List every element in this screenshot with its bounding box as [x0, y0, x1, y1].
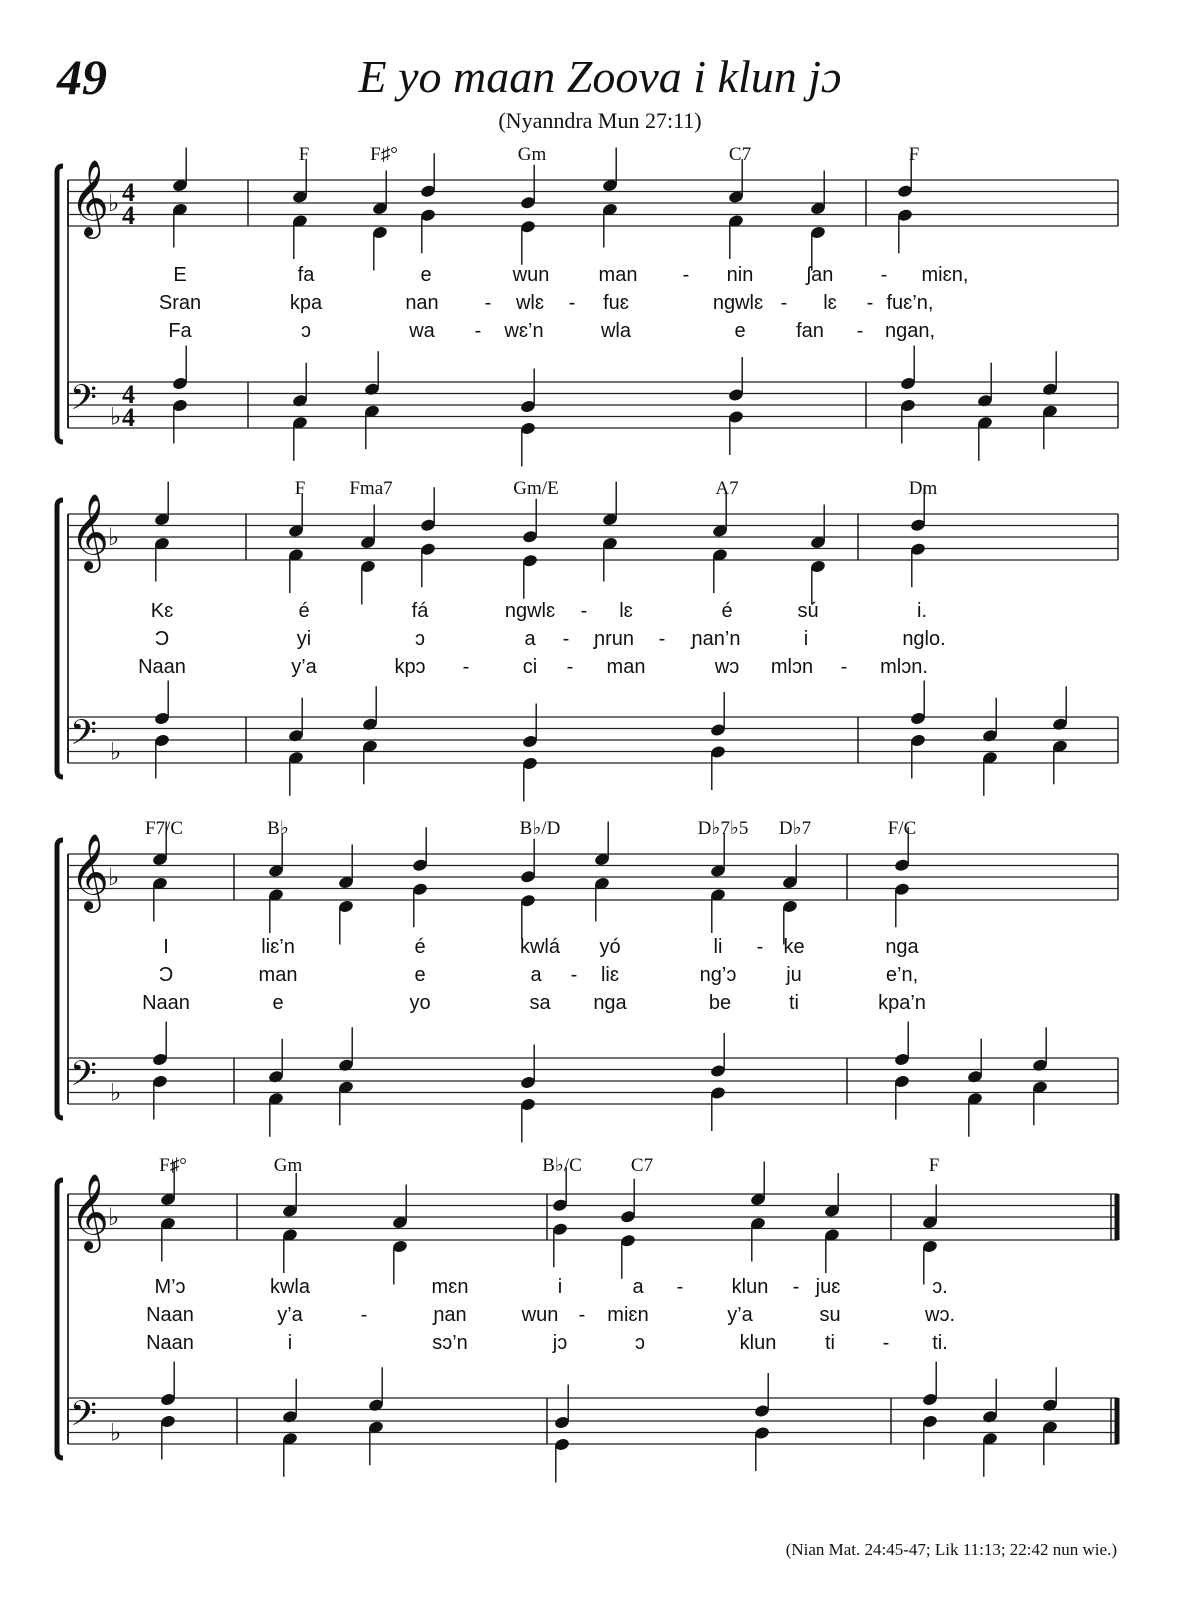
lyric-syllable: fuɛ’n,	[886, 292, 934, 314]
lyric-syllable: fa	[297, 264, 315, 286]
lyric-syllable: I	[163, 936, 169, 958]
bass-clef-icon: 𝄢	[70, 1393, 98, 1442]
chord-symbol: F/C	[887, 818, 917, 839]
lyric-syllable: nga	[593, 992, 627, 1014]
lyric-syllable: ti	[789, 992, 799, 1014]
lyric-syllable: nan	[405, 292, 439, 314]
lyric-syllable: mɛn	[431, 1276, 469, 1298]
lyric-syllable: -	[474, 320, 482, 342]
lyric-syllable: -	[360, 1304, 368, 1326]
lyric-syllable: man	[258, 964, 298, 986]
lyric-syllable: M’ɔ	[154, 1276, 186, 1298]
lyric-syllable: -	[562, 628, 570, 650]
lyric-syllable: miɛn,	[921, 264, 969, 286]
lyric-syllable: man	[606, 656, 646, 678]
lyric-syllable: kwla	[269, 1276, 311, 1298]
lyric-syllable: fan	[796, 320, 824, 342]
chord-symbol: Gm	[273, 1155, 303, 1176]
lyric-syllable: kpa’n	[878, 992, 926, 1014]
bass-clef-icon: 𝄢	[70, 712, 98, 761]
lyric-syllable: ke	[783, 936, 805, 958]
lyric-syllable: -	[856, 320, 864, 342]
chord-symbol: F	[908, 144, 920, 165]
lyric-syllable: miɛn	[607, 1304, 649, 1326]
lyric-syllable: i	[557, 1276, 563, 1298]
lyric-syllable: fá	[411, 600, 429, 622]
bass-clef-icon: 𝄢	[70, 377, 98, 426]
chord-symbol: Gm	[517, 144, 547, 165]
lyric-syllable: yó	[599, 936, 621, 958]
lyric-syllable: y’a	[727, 1304, 753, 1326]
lyric-syllable: ɲan	[433, 1304, 467, 1326]
lyric-syllable: mlɔn	[770, 656, 814, 678]
lyric-syllable: e	[420, 264, 432, 286]
lyric-syllable: e	[272, 992, 284, 1014]
lyric-syllable: wɛ’n	[504, 320, 544, 342]
lyric-syllable: a	[530, 964, 542, 986]
lyric-syllable: -	[578, 1304, 586, 1326]
lyric-syllable: wɔ	[714, 656, 740, 678]
lyric-syllable: liɛ	[600, 964, 620, 986]
lyric-syllable: -	[866, 292, 874, 314]
lyric-syllable: lɛ	[823, 292, 837, 314]
lyric-syllable: lɛ	[619, 600, 633, 622]
lyric-syllable: jɔ	[552, 1332, 568, 1354]
chord-symbol: F	[928, 1155, 940, 1176]
lyric-syllable: wun	[521, 1304, 559, 1326]
chord-symbol: F7/C	[144, 818, 184, 839]
key-signature-flat-icon: ♭	[110, 1418, 122, 1447]
lyric-syllable: sɔ’n	[432, 1332, 468, 1354]
lyric-syllable: Sran	[158, 292, 202, 314]
lyric-syllable: su	[819, 1304, 841, 1326]
lyric-syllable: e	[414, 964, 426, 986]
lyric-syllable: ɲrun	[593, 628, 635, 650]
chord-symbol: F♯°	[370, 144, 398, 165]
chord-symbol: B♭	[267, 818, 289, 839]
chord-symbol: D♭7♭5	[697, 818, 749, 839]
lyric-syllable: e	[734, 320, 746, 342]
lyric-syllable: be	[708, 992, 732, 1014]
system-bracket	[57, 500, 63, 777]
bass-clef-icon: 𝄢	[70, 1053, 98, 1102]
key-signature-flat-icon: ♭	[108, 523, 120, 551]
chord-symbol: B♭/C	[542, 1155, 582, 1176]
lyric-syllable: ngwlɛ	[504, 600, 556, 622]
key-signature-flat-icon: ♭	[110, 1078, 122, 1107]
lyric-syllable: ti	[825, 1332, 835, 1354]
lyric-syllable: wa	[409, 320, 435, 342]
lyric-syllable: é	[721, 600, 733, 622]
lyric-syllable: nga	[885, 936, 919, 958]
chord-symbol: B♭/D	[519, 818, 561, 839]
lyric-syllable: é	[414, 936, 426, 958]
lyric-syllable: -	[882, 1332, 890, 1354]
lyric-syllable: a	[524, 628, 536, 650]
chord-symbol: Dm	[908, 478, 938, 499]
lyric-syllable: i	[803, 628, 809, 650]
key-signature-flat-icon: ♭	[108, 1203, 120, 1231]
lyric-syllable: ti.	[932, 1332, 948, 1354]
treble-clef-icon: 𝄞	[70, 1173, 110, 1250]
chord-symbol: Fma7	[349, 478, 393, 499]
lyric-syllable: -	[658, 628, 666, 650]
lyric-syllable: ngan,	[884, 320, 936, 342]
lyric-syllable: e’n,	[885, 964, 919, 986]
lyric-syllable: fuɛ	[603, 292, 629, 314]
lyric-syllable: yo	[409, 992, 431, 1014]
lyric-syllable: ju	[786, 964, 802, 986]
lyric-syllable: wun	[512, 264, 550, 286]
lyric-syllable: liɛ’n	[261, 936, 295, 958]
time-signature-bottom: 4	[122, 403, 135, 432]
lyric-syllable: Naan	[138, 656, 186, 678]
lyric-syllable: -	[682, 264, 690, 286]
time-signature-bottom: 4	[122, 201, 135, 230]
time-signature-top: 4	[122, 178, 135, 207]
key-signature-flat-icon: ♭	[110, 402, 122, 431]
lyric-syllable: i	[287, 1332, 293, 1354]
time-signature-top: 4	[122, 380, 135, 409]
lyric-syllable: wɔ.	[925, 1304, 955, 1326]
lyric-syllable: sú	[797, 600, 819, 622]
lyric-syllable: y’a	[277, 1304, 303, 1326]
lyric-syllable: -	[580, 600, 588, 622]
lyric-syllable: -	[568, 292, 576, 314]
chord-symbol: D♭7	[778, 818, 812, 839]
lyric-syllable: man	[598, 264, 638, 286]
lyric-syllable: ɲan’n	[691, 628, 741, 650]
lyric-syllable: ɔ	[635, 1332, 645, 1354]
chord-symbol: F	[298, 144, 310, 165]
lyric-syllable: Fa	[168, 320, 192, 342]
lyric-syllable: kpa	[289, 292, 323, 314]
lyric-syllable: Naan	[146, 1332, 194, 1354]
lyric-syllable: ci	[522, 656, 538, 678]
lyric-syllable: Ɔ	[154, 628, 170, 650]
lyric-syllable: sa	[529, 992, 551, 1014]
lyric-syllable: ng’ɔ	[699, 964, 737, 986]
chord-symbol: Gm/E	[513, 478, 559, 499]
system-bracket	[57, 840, 63, 1118]
lyric-syllable: E	[173, 264, 187, 286]
lyric-syllable: i.	[917, 600, 927, 622]
lyric-syllable: mlɔn.	[880, 656, 928, 678]
chord-symbol: C7	[728, 144, 752, 165]
lyric-syllable: ngwlɛ	[712, 292, 764, 314]
lyric-syllable: ɔ	[301, 320, 311, 342]
hymn-number: 49	[57, 49, 107, 105]
lyric-syllable: -	[840, 656, 848, 678]
chord-symbol: F	[294, 478, 306, 499]
system-bracket	[57, 166, 63, 442]
chord-symbol: F♯°	[159, 1155, 187, 1176]
page-title: E yo maan Zoova i klun jɔ	[358, 51, 842, 102]
key-signature-flat-icon: ♭	[108, 863, 120, 891]
lyric-syllable: y’a	[291, 656, 317, 678]
chord-symbol: C7	[630, 1155, 654, 1176]
lyric-syllable: li	[713, 936, 723, 958]
lyric-syllable: -	[880, 264, 888, 286]
treble-clef-icon: 𝄞	[70, 159, 110, 236]
treble-clef-icon: 𝄞	[70, 833, 110, 910]
lyric-syllable: nglo.	[902, 628, 946, 650]
lyric-syllable: -	[566, 656, 574, 678]
lyric-syllable: Kɛ	[150, 600, 174, 622]
lyric-syllable: klun	[739, 1332, 777, 1354]
lyric-syllable: a	[632, 1276, 644, 1298]
lyric-syllable: -	[780, 292, 788, 314]
lyric-syllable: -	[792, 1276, 800, 1298]
lyric-syllable: é	[298, 600, 310, 622]
lyric-syllable: klun	[731, 1276, 769, 1298]
lyric-syllable: ɔ.	[932, 1276, 948, 1298]
chord-symbol: A7	[715, 478, 739, 499]
lyric-syllable: wlɛ	[515, 292, 545, 314]
lyric-syllable: ʃan	[806, 264, 834, 286]
lyric-syllable: kwlá	[519, 936, 561, 958]
lyric-syllable: kpɔ	[394, 656, 426, 678]
scripture-reference: (Nyanndra Mun 27:11)	[498, 108, 702, 133]
key-signature-flat-icon: ♭	[110, 737, 122, 766]
lyric-syllable: ɔ	[415, 628, 425, 650]
system-bracket	[57, 1180, 63, 1458]
lyric-syllable: Ɔ	[158, 964, 174, 986]
key-signature-flat-icon: ♭	[108, 189, 120, 217]
lyric-syllable: wla	[600, 320, 632, 342]
lyric-syllable: Naan	[142, 992, 190, 1014]
treble-clef-icon: 𝄞	[70, 493, 110, 570]
lyric-syllable: yi	[296, 628, 312, 650]
lyric-syllable: -	[756, 936, 764, 958]
lyric-syllable: -	[462, 656, 470, 678]
lyric-syllable: Naan	[146, 1304, 194, 1326]
lyric-syllable: juɛ	[815, 1276, 841, 1298]
lyric-syllable: -	[570, 964, 578, 986]
lyric-syllable: nin	[726, 264, 754, 286]
lyric-syllable: -	[484, 292, 492, 314]
lyric-syllable: -	[676, 1276, 684, 1298]
footnote-reference: (Nian Mat. 24:45-47; Lik 11:13; 22:42 nun wie.)	[785, 1540, 1117, 1559]
